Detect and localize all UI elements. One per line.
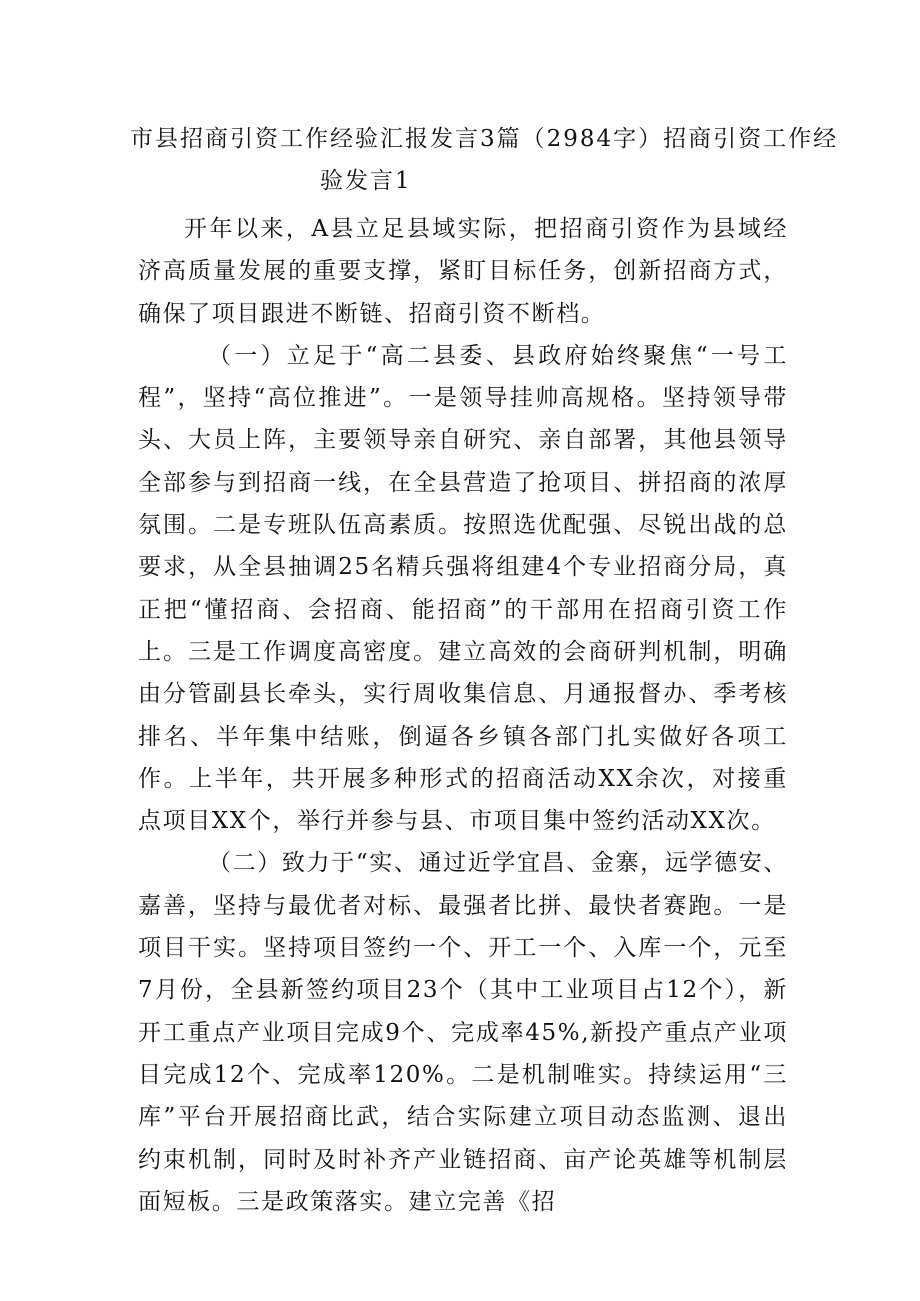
title-line-1: 市县招商引资工作经验汇报发言3篇（2984字）招商引资工作经	[130, 126, 839, 152]
document-body	[138, 208, 788, 1223]
document-title	[130, 118, 839, 202]
intro-paragraph: 开年以来，A县立足县域实际，把招商引资作为县域经济高质量发展的重要支撑，紧盯目标任务，创新招商方式，确保了项目跟进不断链、招商引资不断档。	[138, 216, 788, 327]
section-two-paragraph: （二）致力于“实、通过近学宜昌、金寨，远学德安、嘉善，坚持与最优者对标、最强者比拼、最快者赛跑。一是项目干实。坚持项目签约一个、开工一个、入库一个，元至7月份，全县新签约项目23个（其中工业项目占12个），新开工重点产业项目完成9个、完成率45%,新投产重点产业项目完成12个、完成率120%。二是机制唯实。持续运用“三库”平台开展招商比武，结合实际建立项目动态监测、退出约束机制，同时及时补齐产业链招商、亩产论英雄等机制层面短板。三是政策落实。建立完善《招	[138, 850, 788, 1215]
title-line-2: 验发言1	[320, 168, 412, 194]
section-one-paragraph: （一）立足于“高二县委、县政府始终聚焦“一号工程”，坚持“高位推进”。一是领导挂帅高规格。坚持领导带头、大员上阵，主要领导亲自研究、亲自部署，其他县领导全部参与到招商一线，在全县营造了抢项目、拼招商的浓厚氛围。二是专班队伍高素质。按照选优配强、尽锐出战的总要求，从全县抽调25名精兵强将组建4个专业招商分局，真正把“懂招商、会招商、能招商”的干部用在招商引资工作上。三是工作调度高密度。建立高效的会商研判机制，明确由分管副县长牵头，实行周收集信息、月通报督办、季考核排名、半年集中结账，倒逼各乡镇各部门扎实做好各项工作。上半年，共开展多种形式的招商活动XX余次，对接重点项目XX个，举行并参与县、市项目集中签约活动XX次。	[138, 342, 788, 835]
